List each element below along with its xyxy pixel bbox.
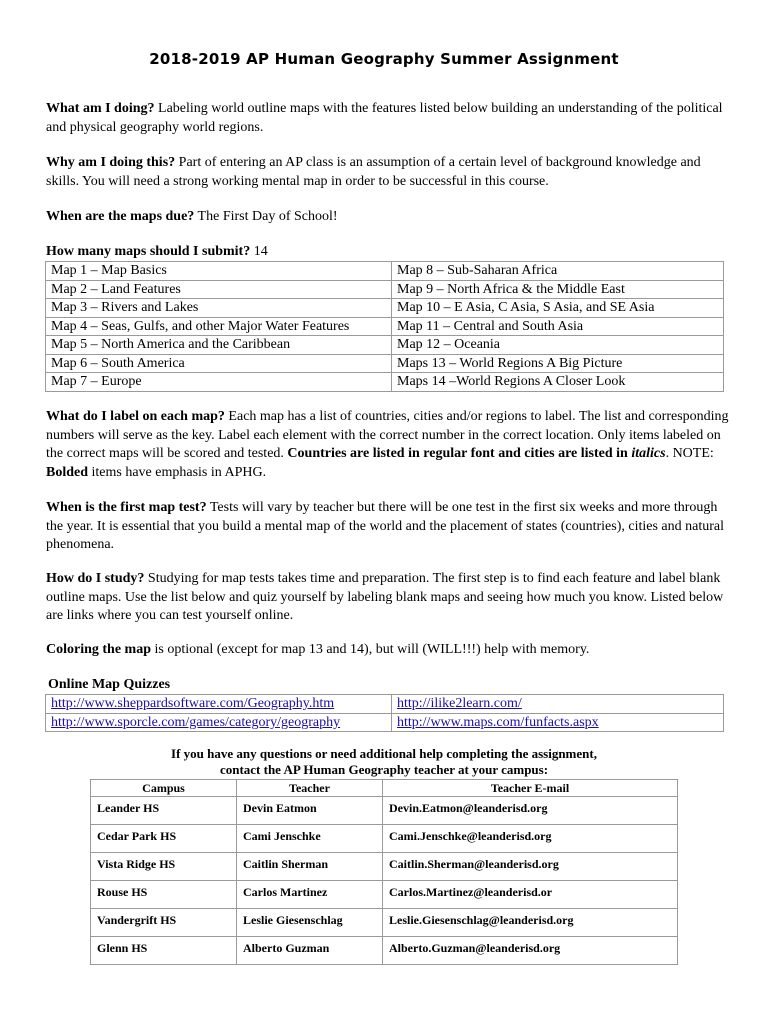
map-cell: Maps 13 – World Regions A Big Picture [392, 354, 724, 373]
email-cell: Cami.Jenschke@leanderisd.org [383, 825, 678, 853]
question-label: What am I doing? [46, 101, 155, 116]
table-row [46, 280, 724, 299]
table-row [46, 299, 724, 318]
campus-cell: Vandergrift HS [91, 909, 237, 937]
maps-table [45, 261, 724, 392]
map-cell: Map 6 – South America [46, 354, 392, 373]
answer-text: . NOTE: [665, 446, 714, 461]
answer-text: Tests will vary by teacher but there will be one test in the first six weeks and more through the year. It is essential that you build a mental map of the world and the placement of states (countries), cities and natural phenomena. [46, 500, 725, 552]
map-cell: Map 9 – North Africa & the Middle East [392, 280, 724, 299]
table-row [91, 909, 678, 937]
map-cell: Map 1 – Map Basics [46, 262, 392, 281]
teacher-cell: Alberto Guzman [237, 937, 383, 965]
campus-cell: Glenn HS [91, 937, 237, 965]
column-header: Campus [91, 780, 237, 797]
map-cell: Map 3 – Rivers and Lakes [46, 299, 392, 318]
page-title: 2018-2019 AP Human Geography Summer Assignment [149, 50, 619, 68]
answer-text: items have emphasis in APHG. [88, 464, 267, 480]
map-cell: Map 10 – E Asia, C Asia, S Asia, and SE Asia [392, 299, 724, 318]
table-row [46, 373, 724, 392]
email-cell: Carlos.Martinez@leanderisd.or [383, 881, 678, 909]
table-row [46, 262, 724, 281]
question-label: When is the first map test? [46, 500, 207, 515]
answer-text: 14 [250, 244, 268, 259]
map-cell: Map 12 – Oceania [392, 336, 724, 355]
column-header: Teacher [237, 780, 383, 797]
map-cell: Map 11 – Central and South Asia [392, 317, 724, 336]
map-cell: Map 4 – Seas, Gulfs, and other Major Water Features [46, 317, 392, 336]
contact-heading [0, 746, 768, 778]
answer-text: Studying for map tests takes time and preparation. The first step is to find each feature and label blank outline maps. Use the list below and quiz yourself by labeling blank maps and seeing how much you know. Listed below are links where you can test yourself online. [46, 571, 724, 623]
paragraph-due [46, 208, 736, 227]
teacher-cell: Carlos Martinez [237, 881, 383, 909]
teacher-cell: Leslie Giesenschlag [237, 909, 383, 937]
paragraph-study [46, 570, 736, 626]
question-label: When are the maps due? [46, 209, 195, 224]
answer-text: Each map has a list of countries, cities and/or regions to label. The list and corresponding numbers will serve as the key. Label each element with the correct number in the correct location. Only items labeled on the correct maps will be scored and tested. [46, 409, 729, 461]
table-row [46, 317, 724, 336]
question-label: What do I label on each map? [46, 409, 225, 424]
teacher-cell: Caitlin Sherman [237, 853, 383, 881]
table-row [91, 937, 678, 965]
table-row [91, 797, 678, 825]
column-header: Teacher E-mail [383, 780, 678, 797]
paragraph-coloring [46, 641, 736, 660]
table-row [91, 881, 678, 909]
email-cell: Devin.Eatmon@leanderisd.org [383, 797, 678, 825]
paragraph-label [46, 408, 736, 482]
teachers-table [90, 779, 678, 965]
map-cell: Map 2 – Land Features [46, 280, 392, 299]
quiz-link-ilike2learn[interactable]: http://ilike2learn.com/ [397, 696, 522, 712]
question-label: How do I study? [46, 571, 145, 586]
table-header-row [91, 780, 678, 797]
paragraph-how-many [46, 243, 736, 262]
emphasis-text: Bolded [46, 464, 89, 480]
campus-cell: Rouse HS [91, 881, 237, 909]
contact-line: If you have any questions or need additional help completing the assignment, [171, 746, 597, 761]
campus-cell: Leander HS [91, 797, 237, 825]
email-cell: Alberto.Guzman@leanderisd.org [383, 937, 678, 965]
email-cell: Caitlin.Sherman@leanderisd.org [383, 853, 678, 881]
question-label: Coloring the map [46, 642, 151, 657]
paragraph-first-test [46, 499, 736, 555]
table-row [46, 336, 724, 355]
quiz-links-table [45, 694, 724, 732]
quizzes-heading: Online Map Quizzes [48, 677, 171, 692]
question-label: How many maps should I submit? [46, 244, 251, 259]
table-row [46, 695, 724, 714]
table-row [91, 853, 678, 881]
paragraph-what [46, 100, 736, 137]
table-row [46, 713, 724, 732]
emphasis-text: Countries are listed in regular font and cities are listed in [287, 446, 632, 461]
map-cell: Maps 14 –World Regions A Closer Look [392, 373, 724, 392]
map-cell: Map 5 – North America and the Caribbean [46, 336, 392, 355]
email-cell: Leslie.Giesenschlag@leanderisd.org [383, 909, 678, 937]
question-label: Why am I doing this? [46, 155, 176, 170]
teacher-cell: Cami Jenschke [237, 825, 383, 853]
answer-text: Part of entering an AP class is an assumption of a certain level of background knowledge and skills. You will need a strong working mental map in order to be successful in this course. [46, 155, 701, 189]
answer-text: Labeling world outline maps with the features listed below building an understanding of the political and physical geography world regions. [46, 101, 723, 135]
quiz-link-sporcle[interactable]: http://www.sporcle.com/games/category/geography [51, 714, 341, 730]
map-cell: Map 7 – Europe [46, 373, 392, 392]
paragraph-why [46, 154, 736, 191]
table-row [46, 354, 724, 373]
campus-cell: Vista Ridge HS [91, 853, 237, 881]
answer-text: The First Day of School! [194, 209, 338, 224]
campus-cell: Cedar Park HS [91, 825, 237, 853]
map-cell: Map 8 – Sub-Saharan Africa [392, 262, 724, 281]
teacher-cell: Devin Eatmon [237, 797, 383, 825]
answer-text: is optional (except for map 13 and 14), but will (WILL!!!) help with memory. [151, 642, 590, 657]
italic-text: italics [631, 446, 666, 461]
quiz-link-sheppard[interactable]: http://www.sheppardsoftware.com/Geography.htm [51, 696, 335, 712]
contact-line: contact the AP Human Geography teacher at your campus: [219, 762, 549, 777]
table-row [91, 825, 678, 853]
quiz-link-maps[interactable]: http://www.maps.com/funfacts.aspx [397, 714, 599, 730]
